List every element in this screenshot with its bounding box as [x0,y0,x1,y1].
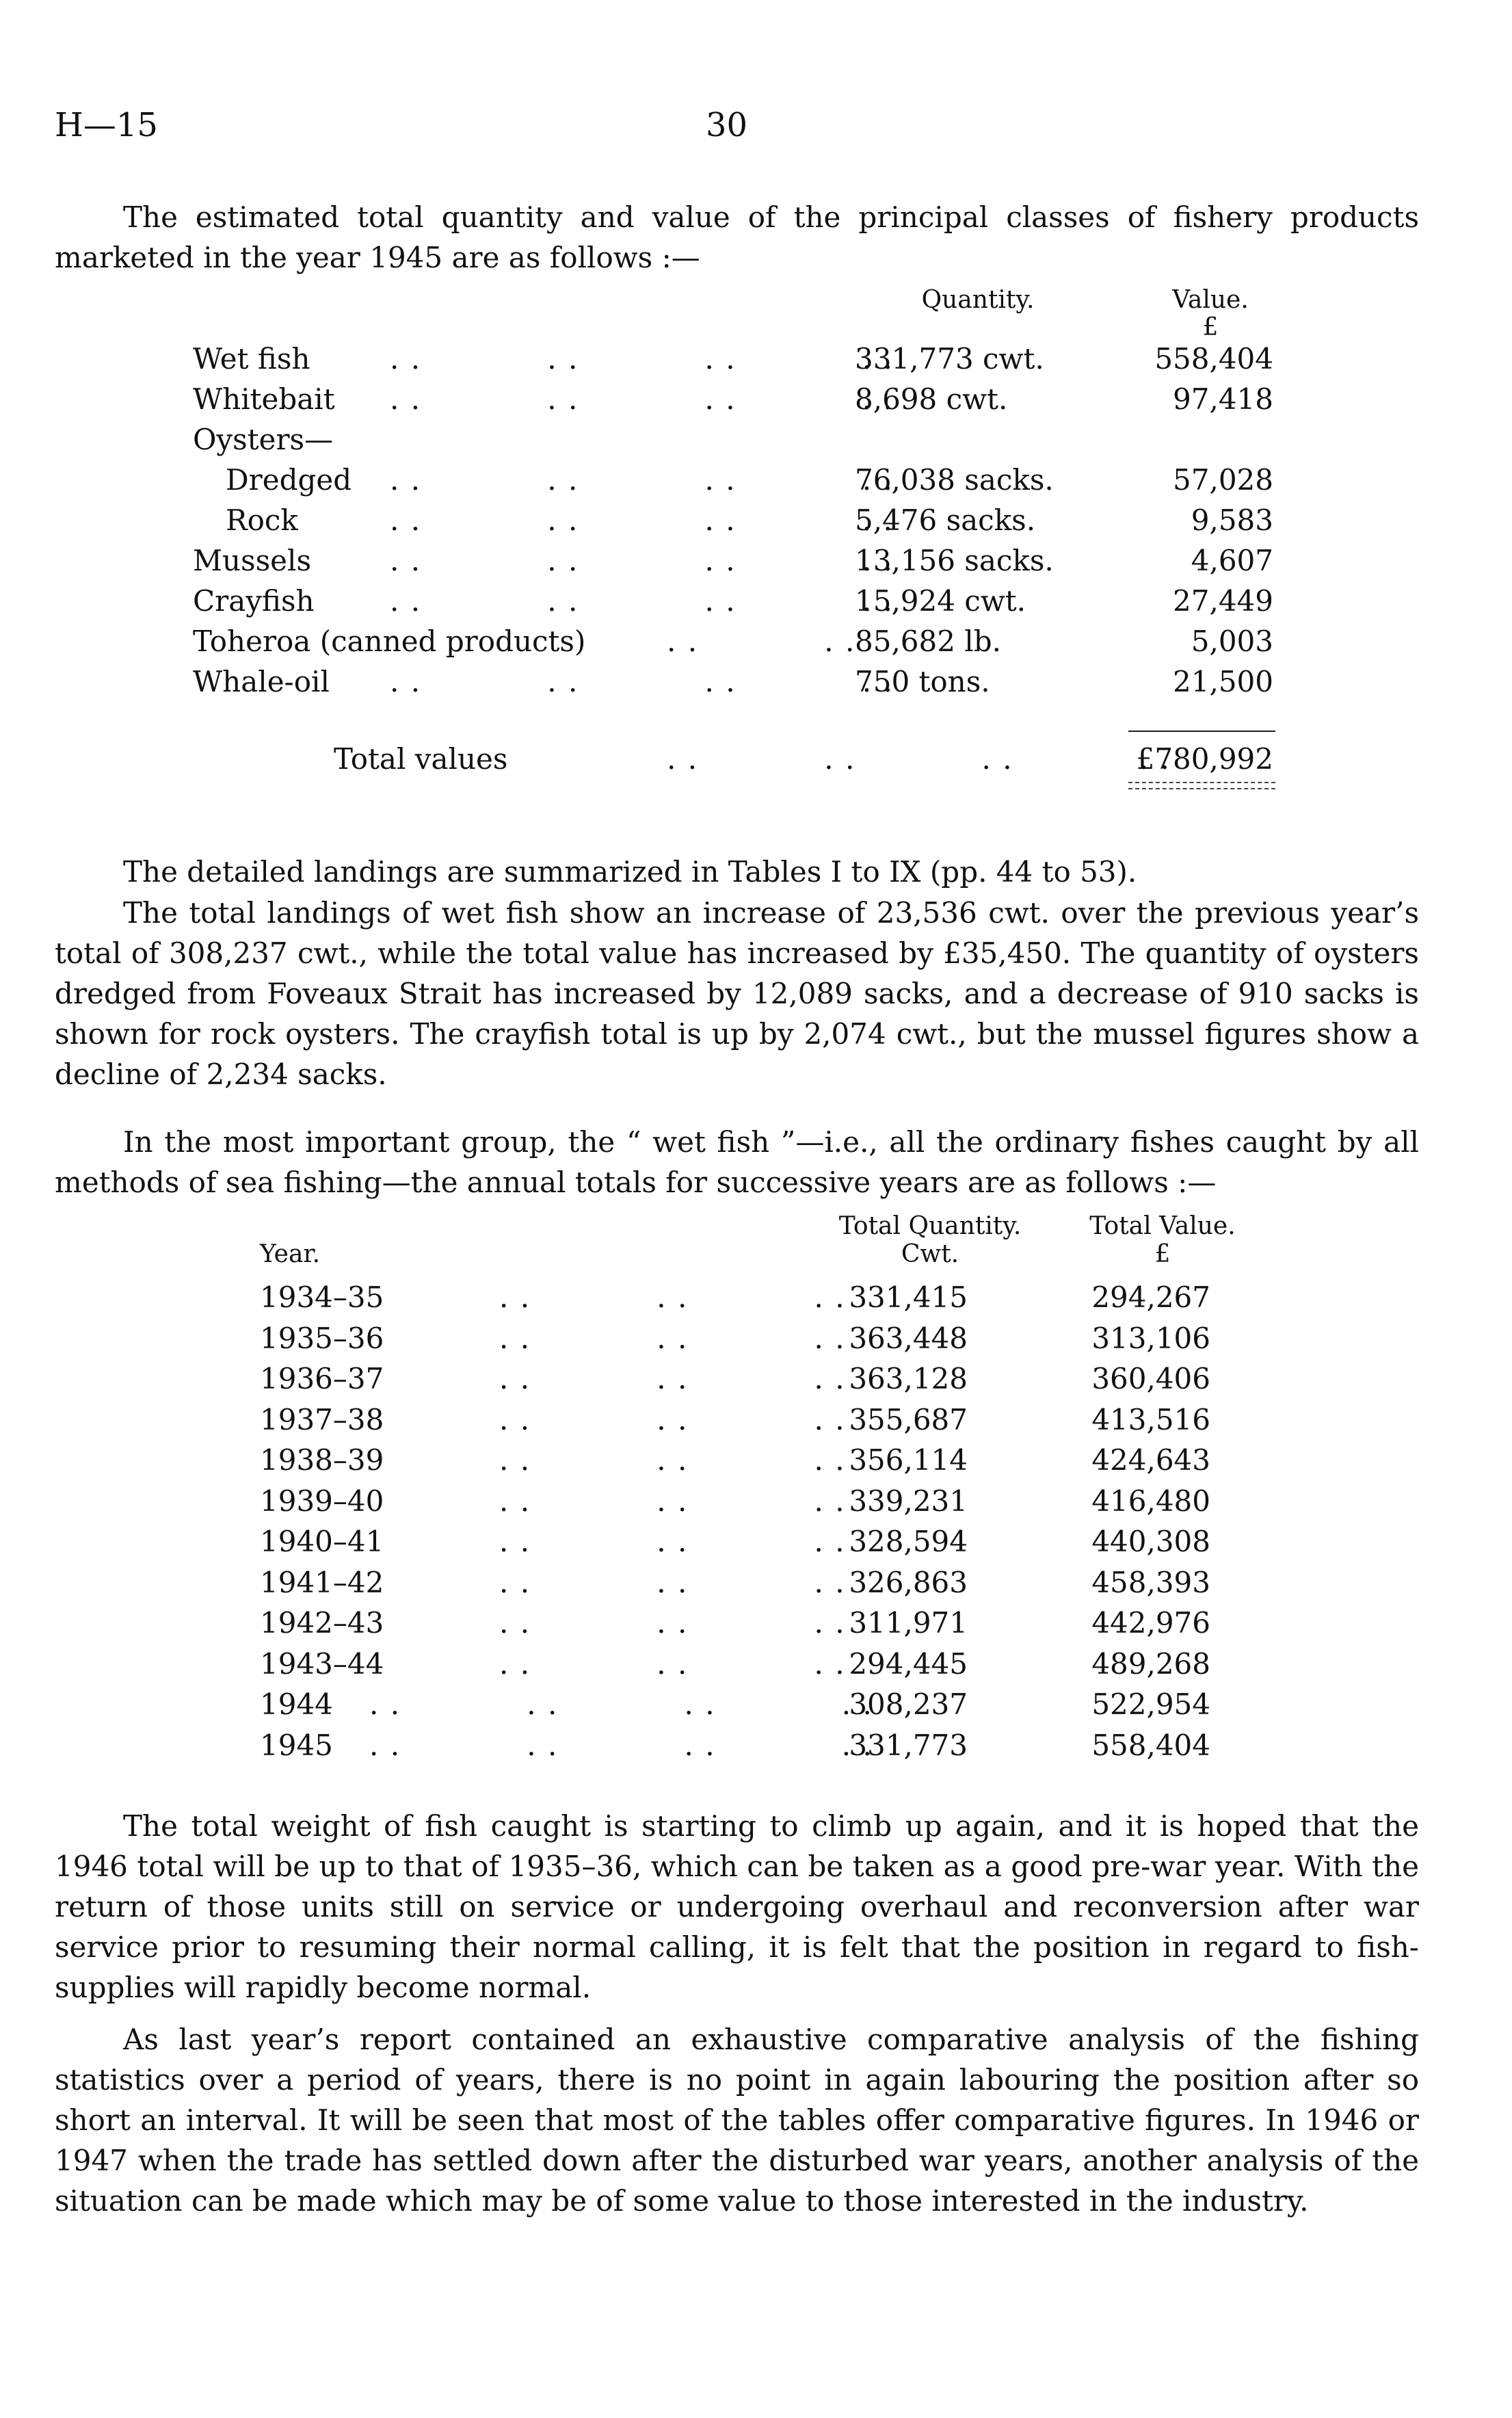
leader-dots: . . . . . . [499,1566,846,1599]
annual-quantity: 308,237 [849,1687,968,1721]
leader-dots: . . . . . . [499,1403,846,1436]
annual-col-value: Total Value. [1089,1212,1236,1240]
leader-dots: . . . . . . . . [390,584,894,618]
annual-quantity: 294,445 [849,1647,968,1681]
leader-dots: . . . . . . [499,1322,846,1355]
product-value: 9,583 [1191,503,1273,537]
annual-value: 522,954 [1091,1687,1210,1721]
products-col-quantity: Quantity. [921,286,1035,314]
annual-value: 416,480 [1091,1484,1210,1518]
leader-dots: . . . . . . . . [369,1687,873,1721]
annual-quantity: 363,448 [849,1322,968,1355]
leader-dots: . . . . . . . . [390,544,894,577]
product-label: Whale-oil [193,665,330,698]
page-number: 30 [706,106,748,144]
leader-dots: . . . . [667,625,856,658]
leader-dots: . . . . . . . . [390,665,894,698]
product-quantity: 13,156 sacks. [855,544,1054,577]
landings-paragraph: The total landings of wet fish show an increase of 23,536 cwt. over the previous year’s total of 308,237 cwt., while the total value has increased by £35,450. The quantity of oysters dredged from Foveaux Strait has increased by 12,089 sacks, and a decrease of 910 sacks is shown for rock oysters. The crayfish total is up by 2,074 cwt., but the mussel figures show a decline of 2,234 sacks. [55,896,1419,1091]
total-rule-bottom-2 [1128,788,1275,789]
annual-value: 458,393 [1091,1566,1210,1599]
annual-col-quantity: Total Quantity. [838,1212,1022,1240]
leader-dots: . . . . . . [499,1443,846,1477]
product-value: 27,449 [1173,584,1273,618]
annual-quantity: 331,773 [849,1729,968,1762]
leader-dots: . . . . . . [499,1362,846,1395]
leader-dots: . . . . . . [499,1484,846,1518]
annual-value: 360,406 [1091,1362,1210,1395]
annual-value: 442,976 [1091,1606,1210,1640]
product-value: 57,028 [1173,463,1273,497]
product-label: Wet fish [193,342,310,376]
total-leader-dots: . . . . . . . . [667,742,1171,776]
annual-col-quantity-unit: Cwt. [901,1240,959,1268]
annual-quantity: 311,971 [849,1606,968,1640]
annual-year: 1936–37 [260,1362,384,1395]
product-quantity: 5,476 sacks. [855,503,1036,537]
annual-year: 1943–44 [260,1647,384,1681]
annual-col-value-unit: £ [1154,1240,1171,1268]
summary-paragraph: The detailed landings are summarized in Tables I to IX (pp. 44 to 53). [123,855,1137,889]
total-weight-paragraph: The total weight of fish caught is starting to climb up again, and it is hoped that the 1946 total will be up to that of 1935–36, which can be taken as a good pre-war year. With the return of those units still on service or undergoing overhaul and reconversion after war service prior to resuming their normal calling, it is felt that the position in regard to fish-supplies will rapidly become normal. [55,1809,1419,2004]
product-label: Oysters— [193,423,334,456]
product-quantity: 8,698 cwt. [855,382,1008,416]
leader-dots: . . . . . . [499,1280,846,1314]
document-reference: H—15 [55,106,158,144]
annual-quantity: 328,594 [849,1525,968,1558]
annual-year: 1934–35 [260,1280,384,1314]
annual-quantity: 363,128 [849,1362,968,1395]
leader-dots: . . . . . . . . [390,503,894,537]
wet-fish-group-paragraph: In the most important group, the “ wet fish ”—i.e., all the ordinary fishes caught by all methods of sea fishing—the annual totals for successive years are as follows :— [55,1125,1419,1199]
annual-year: 1942–43 [260,1606,384,1640]
product-label: Dredged [226,463,352,497]
total-rule-top [1128,731,1275,732]
annual-quantity: 331,415 [849,1280,968,1314]
intro-paragraph: The estimated total quantity and value of the principal classes of fishery products marketed in the year 1945 are as follows :— [55,200,1419,274]
annual-year: 1945 [260,1729,333,1762]
product-quantity: 750 tons. [855,665,990,698]
annual-value: 413,516 [1091,1403,1210,1436]
product-label: Toheroa (canned products) [193,625,586,658]
product-value: 4,607 [1191,544,1273,577]
total-values-label: Total values [334,742,508,776]
annual-quantity: 326,863 [849,1566,968,1599]
product-label: Whitebait [193,382,335,416]
total-values-amount: £780,992 [1136,742,1273,776]
products-col-value: Value. [1172,286,1249,314]
annual-col-year: Year. [260,1240,321,1268]
analysis-paragraph: As last year’s report contained an exhaustive comparative analysis of the fishing statistics over a period of years, there is no point in again labouring the position after so short an interval. It will be seen that most of the tables offer comparative figures. In 1946 or 1947 when the trade has settled down after the disturbed war years, another analysis of the situation can be made which may be of some value to those interested in the industry. [55,2023,1419,2218]
leader-dots: . . . . . . . . [390,382,894,416]
annual-quantity: 339,231 [849,1484,968,1518]
annual-value: 489,268 [1091,1647,1210,1681]
product-value: 558,404 [1154,342,1273,376]
leader-dots: . . . . . . [499,1606,846,1640]
annual-value: 313,106 [1091,1322,1210,1355]
product-quantity: 331,773 cwt. [855,342,1044,376]
product-label: Crayfish [193,584,315,618]
annual-year: 1935–36 [260,1322,384,1355]
annual-value: 440,308 [1091,1525,1210,1558]
product-quantity: 15,924 cwt. [855,584,1026,618]
product-label: Rock [226,503,298,537]
annual-quantity: 356,114 [849,1443,968,1477]
product-label: Mussels [193,544,312,577]
product-value: 97,418 [1173,382,1273,416]
annual-year: 1941–42 [260,1566,384,1599]
annual-value: 558,404 [1091,1729,1210,1762]
products-col-value-unit: £ [1202,313,1219,341]
leader-dots: . . . . . . [499,1647,846,1681]
annual-year: 1937–38 [260,1403,384,1436]
product-value: 5,003 [1191,625,1273,658]
annual-year: 1938–39 [260,1443,384,1477]
leader-dots: . . . . . . . . [369,1729,873,1762]
annual-year: 1939–40 [260,1484,384,1518]
product-quantity: 85,682 lb. [855,625,1001,658]
leader-dots: . . . . . . . . [390,463,894,497]
leader-dots: . . . . . . [499,1525,846,1558]
annual-value: 294,267 [1091,1280,1210,1314]
product-value: 21,500 [1173,665,1273,698]
total-rule-bottom-1 [1128,782,1275,783]
annual-year: 1940–41 [260,1525,384,1558]
leader-dots: . . . . . . . . [390,342,894,376]
annual-quantity: 355,687 [849,1403,968,1436]
product-quantity: 76,038 sacks. [855,463,1054,497]
annual-value: 424,643 [1091,1443,1210,1477]
annual-year: 1944 [260,1687,333,1721]
